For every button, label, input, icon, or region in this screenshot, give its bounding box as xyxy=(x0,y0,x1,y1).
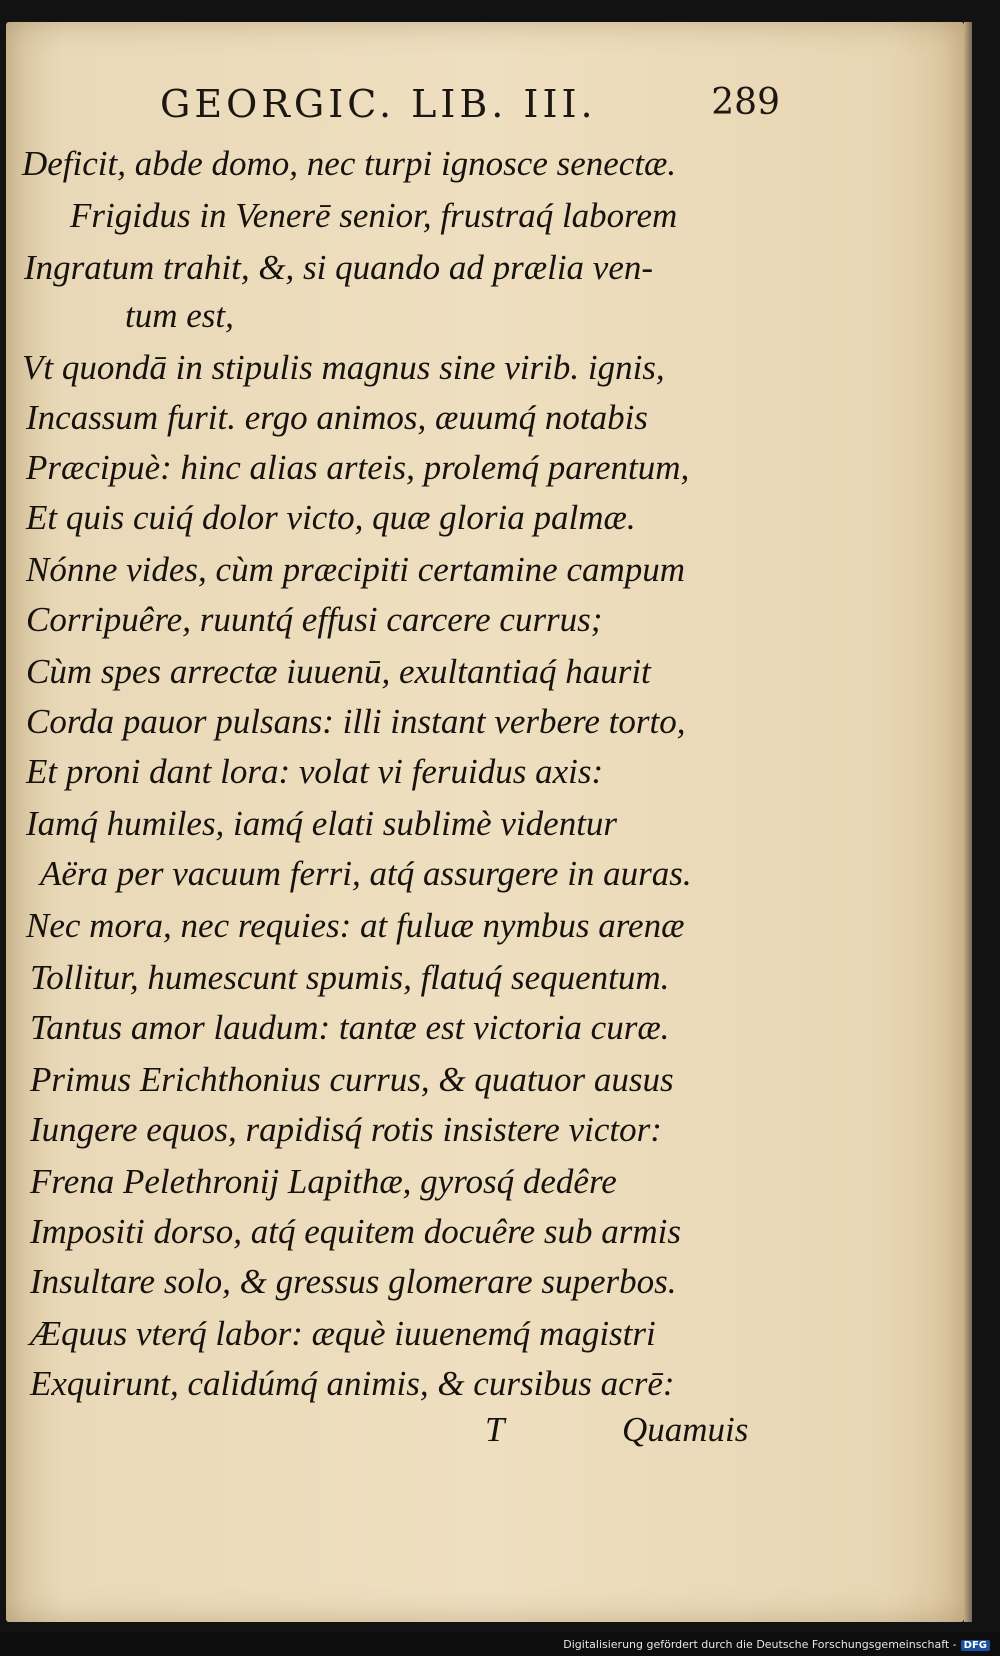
verse-line: Iamq́ humiles, iamq́ elati sublimè videntur xyxy=(26,804,618,843)
verse-line: Cùm spes arrectæ iuuenū, exultantiaq́ haurit xyxy=(26,652,651,691)
verse-line: Nec mora, nec requies: at fuluæ nymbus arenæ xyxy=(26,906,685,945)
verse-line: Deficit, abde domo, nec turpi ignosce senectæ. xyxy=(22,144,677,183)
verse-line: Frena Pelethronij Lapithæ, gyrosq́ dedêre xyxy=(30,1162,617,1201)
verse-line: Iungere equos, rapidisq́ rotis insistere victor: xyxy=(30,1110,662,1149)
verse-line: Æquus vterq́ labor: æquè iuuenemq́ magistri xyxy=(30,1314,656,1353)
verse-line: Et proni dant lora: volat vi feruidus axis: xyxy=(26,752,604,791)
verse-line: Insultare solo, & gressus glomerare superbos. xyxy=(30,1262,677,1301)
verse-line: tum est, xyxy=(125,296,234,335)
verse-line: Corda pauor pulsans: illi instant verbere torto, xyxy=(26,702,686,741)
credit-text: Digitalisierung gefördert durch die Deutsche Forschungsgemeinschaft - xyxy=(563,1638,957,1651)
verse-line: Aëra per vacuum ferri, atq́ assurgere in auras. xyxy=(40,854,692,893)
catchword: Quamuis xyxy=(622,1410,749,1449)
dfg-logo: DFG xyxy=(961,1640,990,1651)
verse-line: Corripuêre, ruuntq́ effusi carcere currus; xyxy=(26,600,603,639)
signature-mark: T xyxy=(485,1410,505,1449)
running-title: GEORGIC. LIB. III. xyxy=(160,82,597,126)
verse-line: Vt quondā in stipulis magnus sine virib. ignis, xyxy=(22,348,665,387)
digitization-credit xyxy=(563,1638,990,1651)
verse-line: Tollitur, humescunt spumis, flatuq́ sequentum. xyxy=(30,958,670,997)
verse-line: Primus Erichthonius currus, & quatuor ausus xyxy=(30,1060,674,1099)
verse-line: Et quis cuiq́ dolor victo, quæ gloria palmæ. xyxy=(26,498,636,537)
verse-line: Tantus amor laudum: tantæ est victoria curæ. xyxy=(30,1008,670,1047)
verse-line: Frigidus in Venerē senior, frustraq́ laborem xyxy=(70,196,678,235)
page-number: 289 xyxy=(711,82,780,123)
verse-line: Incassum furit. ergo animos, æuumq́ notabis xyxy=(26,398,648,437)
verse-line: Nónne vides, cùm præcipiti certamine campum xyxy=(26,550,686,589)
verse-line: Præcipuè: hinc alias arteis, prolemq́ parentum, xyxy=(26,448,690,487)
verse-line: Exquirunt, calidúmq́ animis, & cursibus acrē: xyxy=(30,1364,675,1403)
verse-line: Impositi dorso, atq́ equitem docuêre sub armis xyxy=(30,1212,682,1251)
verse-line: Ingratum trahit, &, si quando ad prælia ven- xyxy=(24,248,654,287)
